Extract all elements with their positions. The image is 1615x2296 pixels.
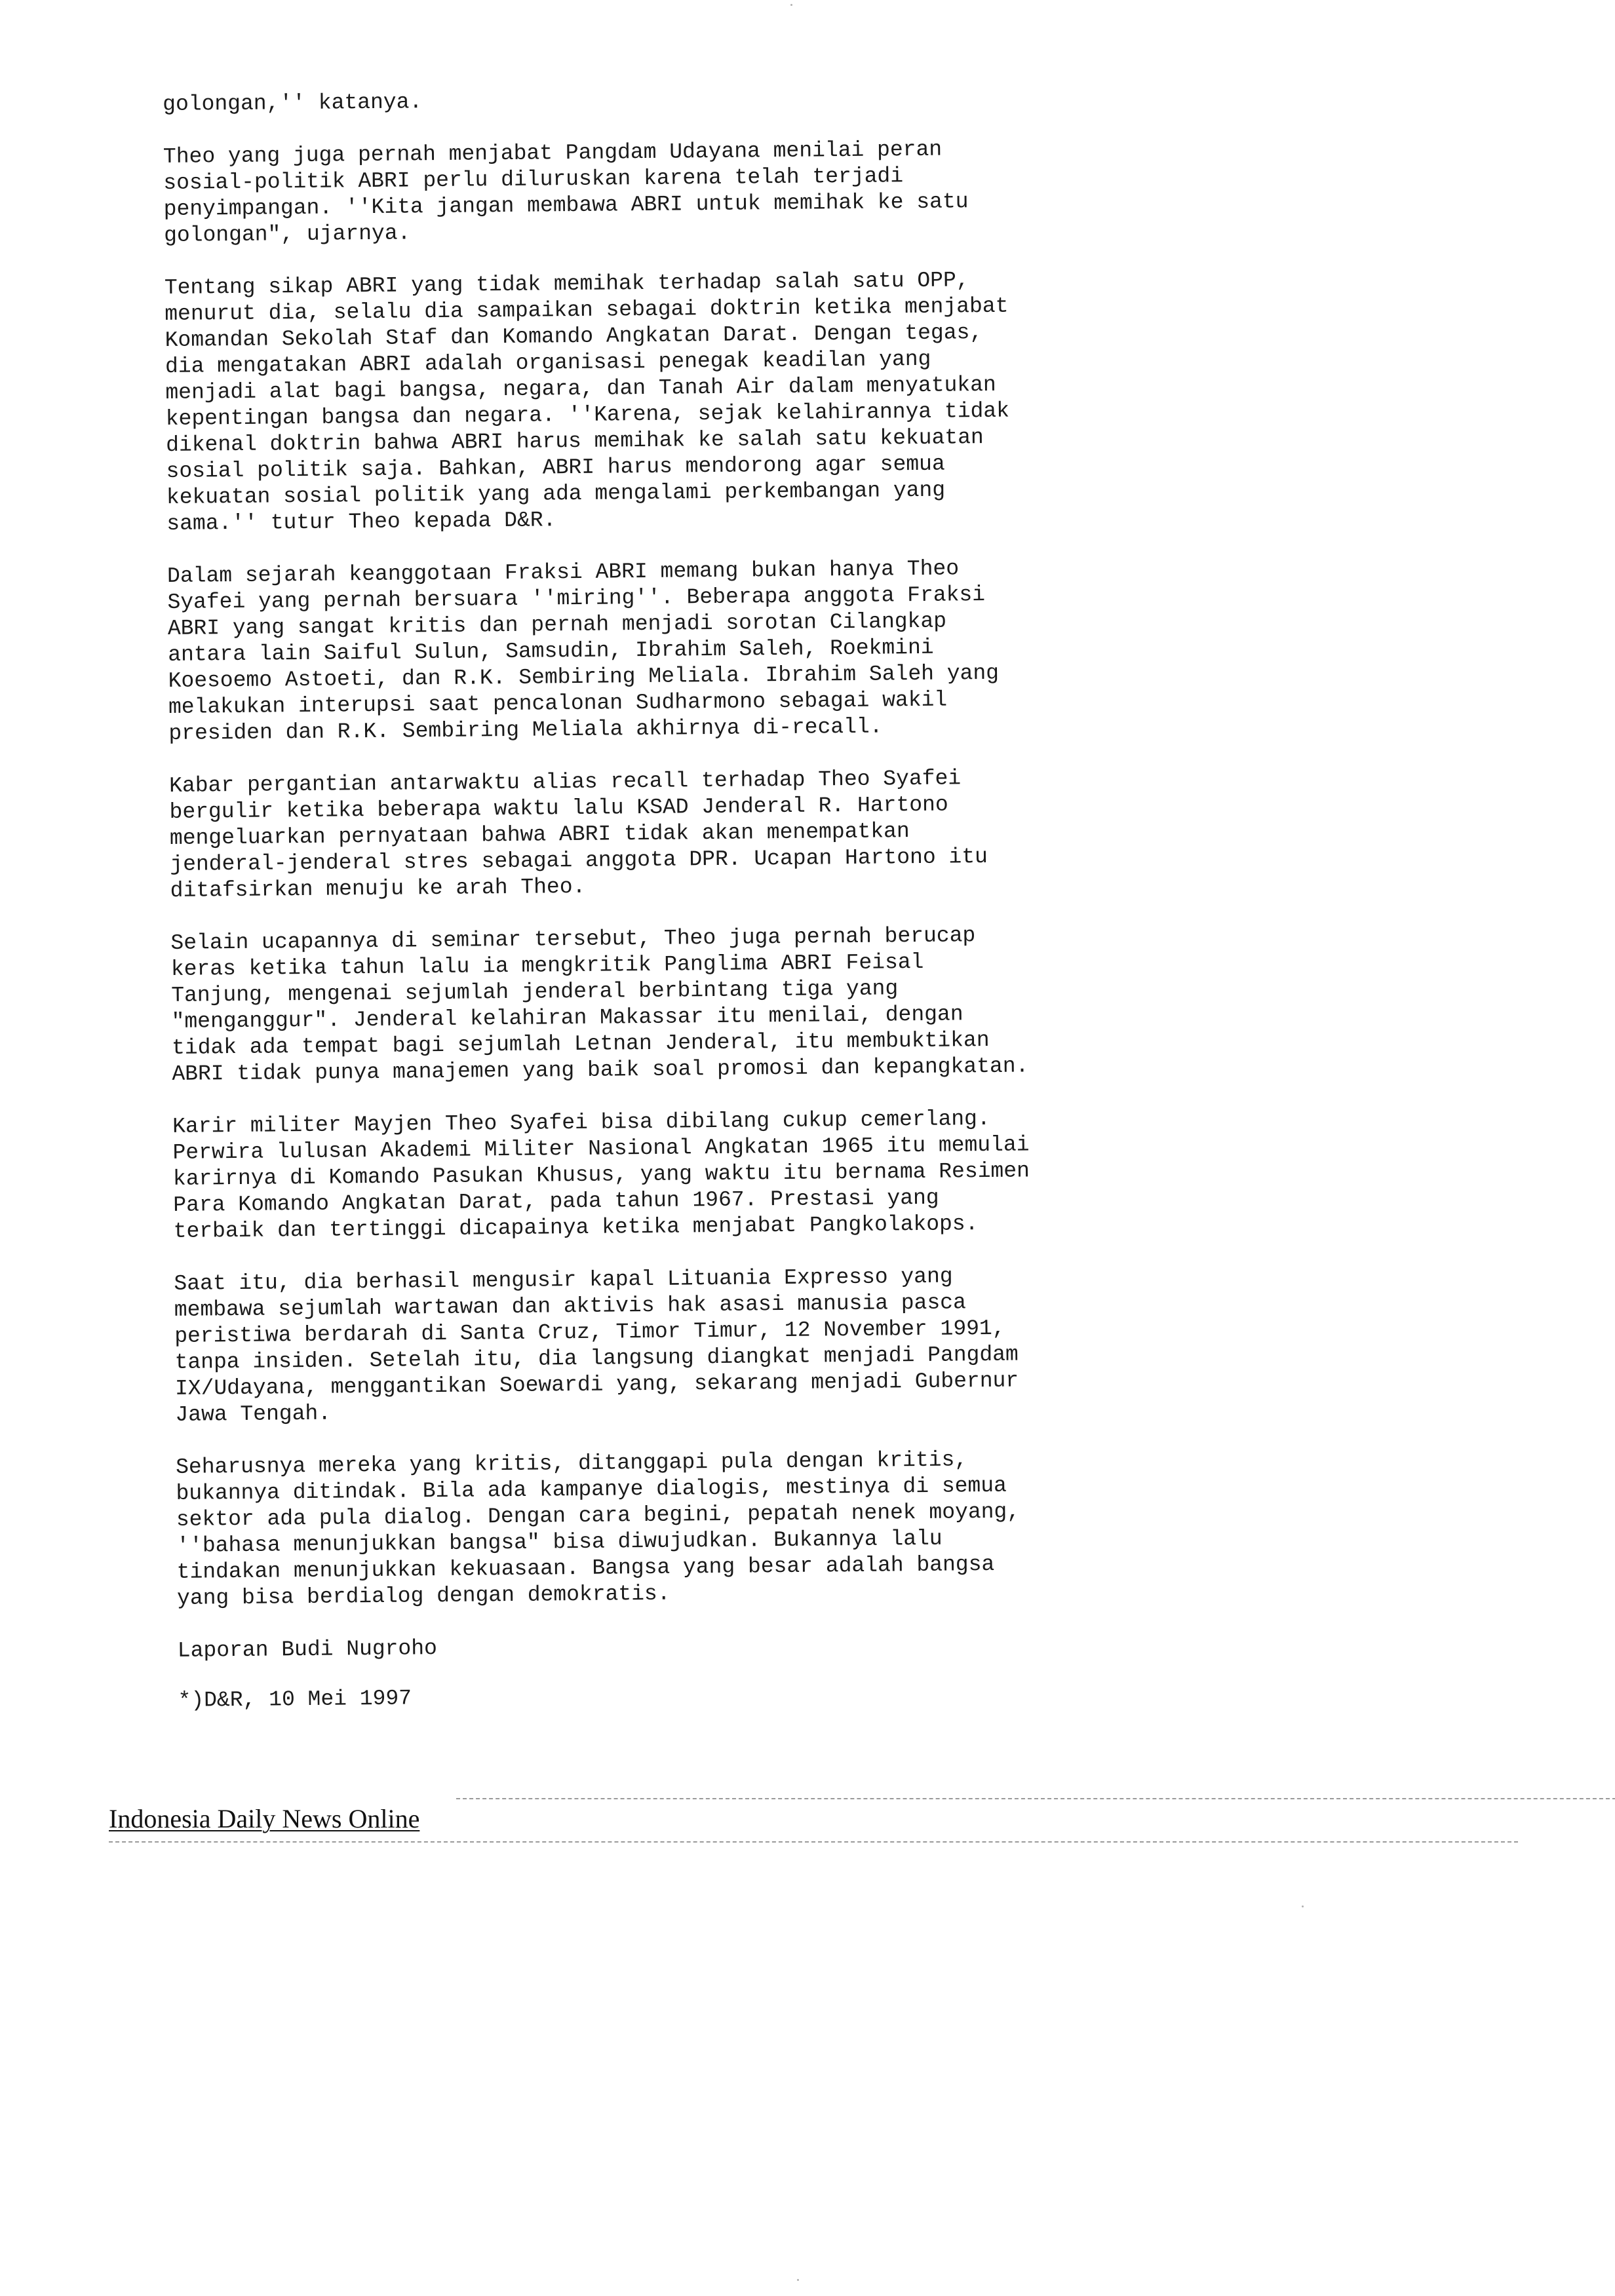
text-line: Saat itu, dia berhasil mengusir kapal Lituania Expresso yang: [174, 1264, 953, 1296]
text-line: mengeluarkan pernyataan bahwa ABRI tidak akan menempatkan: [169, 819, 910, 851]
paragraph-6: [170, 920, 1273, 1088]
text-line: sama.'' tutur Theo kepada D&R.: [166, 508, 556, 536]
text-line: sektor ada pula dialog. Dengan cara begini, pepatah nenek moyang,: [176, 1499, 1021, 1532]
text-line: "menganggur". Jenderal kelahiran Makassar itu menilai, dengan: [171, 1002, 963, 1034]
paragraph-4: [167, 553, 1270, 747]
text-line: tanpa insiden. Setelah itu, dia langsung diangkat menjadi Pangdam: [174, 1342, 1019, 1375]
text-line: melakukan interupsi saat pencalonan Sudharmono sebagai wakil: [168, 687, 948, 719]
text-line: Seharusnya mereka yang kritis, ditanggapi pula dengan kritis,: [175, 1447, 968, 1480]
text-line: presiden dan R.K. Sembiring Meliala akhirnya di-recall.: [168, 714, 883, 746]
text-line: sosial-politik ABRI perlu diluruskan karena telah terjadi: [163, 164, 904, 195]
text-line: antara lain Saiful Sulun, Samsudin, Ibrahim Saleh, Roekmini: [168, 635, 934, 667]
text-line: sosial politik saja. Bahkan, ABRI harus mendorong agar semua: [166, 451, 945, 484]
text-line: Jawa Tengah.: [175, 1401, 332, 1427]
text-line: peristiwa berdarah di Santa Cruz, Timor Timur, 12 November 1991,: [174, 1316, 1005, 1349]
text-line: menurut dia, selalu dia sampaikan sebagai doktrin ketika menjabat: [165, 294, 1009, 326]
text-line: terbaik dan tertinggi dicapainya ketika menjabat Pangkolakops.: [173, 1212, 979, 1244]
text-line: Selain ucapannya di seminar tersebut, Theo juga pernah berucap: [170, 923, 976, 955]
reporter-credit: [178, 1628, 1279, 1664]
paragraph-9: [176, 1444, 1278, 1612]
article-body: [163, 81, 1279, 1740]
footer-title: Indonesia Daily News Online: [109, 1804, 420, 1833]
text-line: ''bahasa menunjukkan bangsa" bisa diwujudkan. Bukannya lalu: [176, 1526, 943, 1558]
paragraph-3: [165, 265, 1268, 537]
text-line: ABRI tidak punya manajemen yang baik soal promosi dan kepangkatan.: [172, 1054, 1029, 1086]
text-line: Perwira lulusan Akademi Militer Nasional Angkatan 1965 itu memulai: [172, 1132, 1030, 1165]
text-line: Karir militer Mayjen Theo Syafei bisa dibilang cukup cemerlang.: [172, 1106, 990, 1139]
text-line: ABRI yang sangat kritis dan pernah menjadi sorotan Cilangkap: [167, 609, 947, 641]
text-line: tindakan menunjukkan kekuasaan. Bangsa yang besar adalah bangsa: [176, 1552, 995, 1584]
text-line: keras ketika tahun lalu ia mengkritik Panglima ABRI Feisal: [170, 949, 924, 982]
paragraph-8: [174, 1261, 1276, 1428]
text-line: bukannya ditindak. Bila ada kampanye dialogis, mestinya di semua: [176, 1473, 1007, 1506]
text-line: *)D&R, 10 Mei 1997: [178, 1686, 412, 1713]
scan-speck: [797, 2279, 799, 2281]
page-footer: [109, 1803, 1518, 1856]
paragraph-2: [163, 134, 1265, 249]
text-line: jenderal-jenderal stres sebagai anggota DPR. Ucapan Hartono itu: [170, 844, 988, 877]
scan-speck: [1302, 1905, 1304, 1907]
text-line: bergulir ketika beberapa waktu lalu KSAD Jenderal R. Hartono: [169, 792, 948, 824]
paragraph-1: [163, 81, 1264, 118]
source-note: [178, 1677, 1279, 1714]
text-line: Para Komando Angkatan Darat, pada tahun 1967. Prestasi yang: [173, 1185, 939, 1217]
text-line: Syafei yang pernah bersuara ''miring''. Beberapa anggota Fraksi: [167, 582, 986, 615]
text-line: tidak ada tempat bagi sejumlah Letnan Jenderal, itu membuktikan: [171, 1027, 990, 1060]
text-line: ditafsirkan menuju ke arah Theo.: [170, 874, 586, 903]
text-line: penyimpangan. ''Kita jangan membawa ABRI untuk memihak ke satu: [163, 189, 969, 221]
paragraph-5: [169, 763, 1272, 904]
text-line: menjadi alat bagi bangsa, negara, dan Tanah Air dalam menyatukan: [165, 372, 996, 405]
text-line: membawa sejumlah wartawan dan aktivis hak asasi manusia pasca: [174, 1290, 966, 1322]
text-line: golongan", ujarnya.: [163, 221, 411, 248]
text-line: Komandan Sekolah Staf dan Komando Angkatan Darat. Dengan tegas,: [165, 320, 983, 353]
text-line: Dalam sejarah keanggotaan Fraksi ABRI memang bukan hanya Theo: [166, 556, 960, 588]
text-line: Tanjung, mengenai sejumlah jenderal berbintang tiga yang: [171, 976, 899, 1008]
text-line: dikenal doktrin bahwa ABRI harus memihak ke salah satu kekuatan: [166, 425, 984, 457]
text-line: Laporan Budi Nugroho: [177, 1636, 438, 1663]
text-line: dia mengatakan ABRI adalah organisasi penegak keadilan yang: [165, 347, 931, 379]
text-line: Tentang sikap ABRI yang tidak memihak terhadap salah satu OPP,: [164, 268, 969, 300]
text-line: yang bisa berdialog dengan demokratis.: [176, 1581, 671, 1611]
text-line: Kabar pergantian antarwaktu alias recall terhadap Theo Syafei: [168, 766, 962, 798]
text-line: kepentingan bangsa dan negara. ''Karena, sejak kelahirannya tidak: [165, 398, 1010, 431]
footer-rule-bottom: [109, 1841, 1518, 1843]
scan-speck: [790, 4, 792, 6]
footer-rule-top: [456, 1798, 1615, 1799]
text-line: Theo yang juga pernah menjabat Pangdam Udayana menilai peran: [163, 137, 943, 169]
text-line: golongan,'' katanya.: [163, 90, 423, 117]
text-line: kekuatan sosial politik yang ada mengalami perkembangan yang: [166, 478, 946, 510]
text-line: karirnya di Komando Pasukan Khusus, yang waktu itu bernama Resimen: [172, 1158, 1030, 1191]
text-line: Koesoemo Astoeti, dan R.K. Sembiring Meliala. Ibrahim Saleh yang: [168, 660, 1000, 693]
text-line: IX/Udayana, menggantikan Soewardi yang, sekarang menjadi Gubernur: [174, 1368, 1019, 1401]
paragraph-7: [172, 1103, 1275, 1245]
